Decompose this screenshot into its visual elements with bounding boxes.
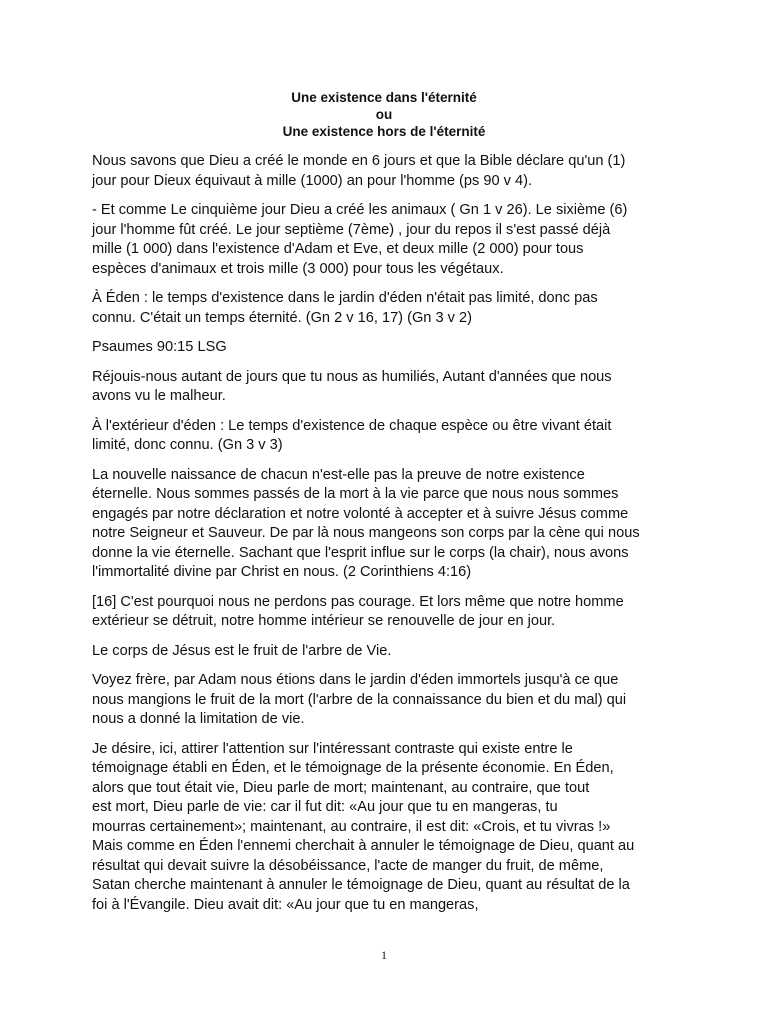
text-line: l'immortalité divine par Christ en nous. (2 Corinthiens 4:16) [92,564,472,580]
text-line: avons vu le malheur. [92,388,226,404]
text-line: Je désire, ici, attirer l'attention sur l'intéressant contraste qui existe entre le [92,740,573,757]
text-line: nous a donné la limitation de vie. [92,711,305,727]
text-line: résultat qui devait suivre la désobéissance, l'acte de manger du fruit, de même, [92,857,604,874]
text-line: engagés par notre déclaration et notre volonté à accepter et à suivre Jésus comme [92,505,629,522]
text-line: espèces d'animaux et trois mille (3 000) pour tous les végétaux. [92,260,504,277]
paragraph [92,338,688,358]
text-line: éternelle. Nous sommes passés de la mort à la vie parce que nous nous sommes [92,486,619,502]
text-line: - Et comme Le cinquième jour Dieu a créé les animaux ( Gn 1 v 26). Le sixième (6) [92,202,628,218]
text-line: [16] C'est pourquoi nous ne perdons pas courage. Et lors même que notre homme [92,593,624,610]
text-line: donne la vie éternelle. Sachant que l'esprit influe sur le corps (la chair), nous avons [92,544,629,561]
text-line: Mais comme en Éden l'ennemi cherchait à annuler le témoignage de Dieu, quant au [92,838,635,854]
text-line: témoignage établi en Éden, et le témoignage de la présente économie. En Éden, [92,760,614,776]
text-line: est mort, Dieu parle de vie: car il fut dit: «Au jour que tu en mangeras, tu [92,799,558,815]
text-line: jour pour Dieux équivaut à mille (1000) an pour l'homme (ps 90 v 4). [92,172,533,189]
title-line-3: Une existence hors de l'éternité [282,124,486,139]
text-line: nous mangions le fruit de la mort (l'arbre de la connaissance du bien et du mal) qui [92,691,627,708]
text-line: limité, donc connu. (Gn 3 v 3) [92,437,283,453]
title-line-1: Une existence dans l'éternité [291,90,477,105]
document-title [0,89,768,140]
text-line: extérieur se détruit, notre homme intérieur se renouvelle de jour en jour. [92,613,556,629]
paragraph [92,289,688,328]
text-line: mourras certainement»; maintenant, au contraire, il est dit: «Crois, et tu vivras !» [92,818,611,835]
paragraph [92,740,688,916]
text-line: La nouvelle naissance de chacun n'est-elle pas la preuve de notre existence [92,466,585,483]
document-body [92,152,688,925]
text-line: Le corps de Jésus est le fruit de l'arbre de Vie. [92,642,392,659]
text-line: notre Seigneur et Sauveur. De par là nous mangeons son corps par la cène qui nous [92,525,640,541]
text-line: connu. C'était un temps éternité. (Gn 2 v 16, 17) (Gn 3 v 2) [92,309,472,326]
page-number: 1 [381,948,387,962]
paragraph [92,368,688,407]
text-line: mille (1 000) dans l'existence d'Adam et Eve, et deux mille (2 000) pour tous [92,241,584,257]
text-line: alors que tout était vie, Dieu parle de mort; maintenant, au contraire, que tout [92,779,590,796]
text-line: Voyez frère, par Adam nous étions dans le jardin d'éden immortels jusqu'à ce que [92,672,619,688]
text-line: Nous savons que Dieu a créé le monde en 6 jours et que la Bible déclare qu'un (1) [92,153,626,169]
text-line: foi à l'Évangile. Dieu avait dit: «Au jour que tu en mangeras, [92,896,479,913]
paragraph [92,642,688,662]
text-line: jour l'homme fût créé. Le jour septième (7ème) , jour du repos il s'est passé déjà [92,221,611,238]
paragraph [92,593,688,632]
paragraph [92,152,688,191]
title-line-2: ou [375,107,393,122]
paragraph [92,417,688,456]
paragraph [92,201,688,279]
text-line: Réjouis-nous autant de jours que tu nous as humiliés, Autant d'années que nous [92,368,612,385]
text-line: À l'extérieur d'éden : Le temps d'existence de chaque espèce ou être vivant était [92,417,612,434]
paragraph [92,466,688,583]
text-line: Psaumes 90:15 LSG [92,339,227,355]
text-line: Satan cherche maintenant à annuler le témoignage de Dieu, quant au résultat de la [92,877,630,893]
paragraph [92,671,688,730]
text-line: À Éden : le temps d'existence dans le jardin d'éden n'était pas limité, donc pas [92,290,598,306]
